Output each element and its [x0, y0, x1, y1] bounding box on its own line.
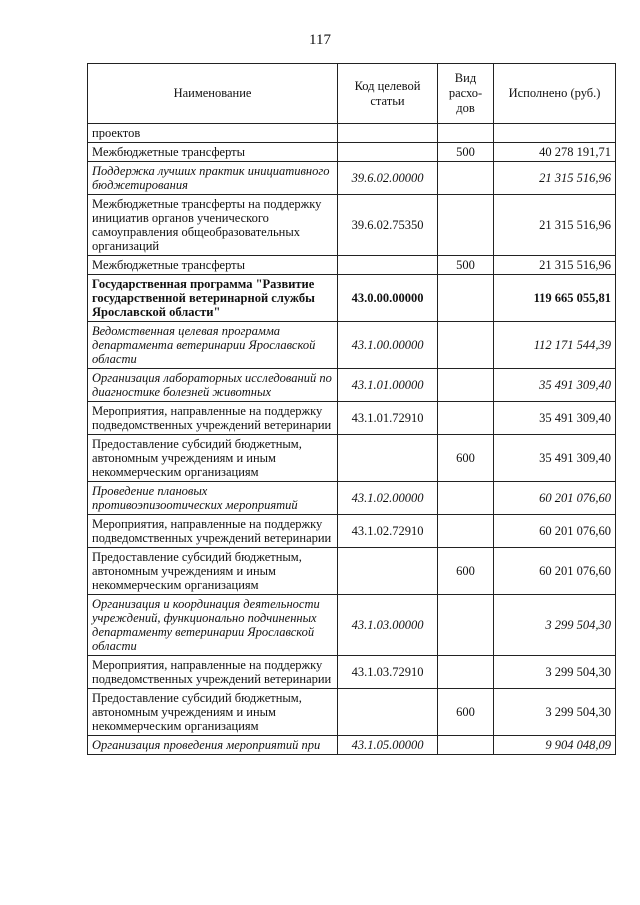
page-number: 117	[309, 32, 331, 48]
table-header-row	[88, 64, 616, 124]
table-row	[88, 275, 616, 322]
row-amount-cell: 3 299 504,30	[494, 656, 616, 689]
table-row	[88, 162, 616, 195]
table-row	[88, 402, 616, 435]
row-code-cell	[338, 143, 438, 162]
row-code-cell: 39.6.02.75350	[338, 195, 438, 256]
row-kind-cell	[438, 162, 494, 195]
row-name-cell: Межбюджетные трансферты	[88, 256, 338, 275]
row-code-cell	[338, 435, 438, 482]
row-name-cell: Мероприятия, направленные на поддержку подведомственных учреждений ветеринарии	[88, 402, 338, 435]
row-name-cell: Межбюджетные трансферты	[88, 143, 338, 162]
table-row	[88, 143, 616, 162]
row-name-cell: Ведомственная целевая программа департамента ветеринарии Ярославской области	[88, 322, 338, 369]
row-code-cell: 43.0.00.00000	[338, 275, 438, 322]
row-kind-cell	[438, 482, 494, 515]
row-name-cell: Предоставление субсидий бюджетным, автономным учреждениям и иным некоммерческим организациям	[88, 689, 338, 736]
row-kind-cell	[438, 595, 494, 656]
row-amount-cell: 3 299 504,30	[494, 689, 616, 736]
table-row	[88, 195, 616, 256]
header-target-code: Код целевой статьи	[338, 64, 438, 124]
table-row	[88, 435, 616, 482]
row-code-cell	[338, 256, 438, 275]
row-amount-cell: 21 315 516,96	[494, 162, 616, 195]
row-amount-cell	[494, 124, 616, 143]
row-code-cell	[338, 689, 438, 736]
row-amount-cell: 119 665 055,81	[494, 275, 616, 322]
budget-execution-table	[87, 63, 616, 755]
table-row	[88, 322, 616, 369]
row-kind-cell: 500	[438, 256, 494, 275]
row-kind-cell: 600	[438, 548, 494, 595]
row-code-cell: 43.1.01.00000	[338, 369, 438, 402]
row-code-cell: 43.1.03.00000	[338, 595, 438, 656]
row-code-cell	[338, 548, 438, 595]
row-name-cell: Государственная программа "Развитие государственной ветеринарной службы Ярославской области"	[88, 275, 338, 322]
header-executed: Исполнено (руб.)	[494, 64, 616, 124]
table-row	[88, 736, 616, 755]
row-kind-cell	[438, 369, 494, 402]
row-amount-cell: 21 315 516,96	[494, 195, 616, 256]
row-amount-cell: 21 315 516,96	[494, 256, 616, 275]
row-amount-cell: 40 278 191,71	[494, 143, 616, 162]
row-amount-cell: 60 201 076,60	[494, 482, 616, 515]
row-name-cell: Поддержка лучших практик инициативного бюджетирования	[88, 162, 338, 195]
row-name-cell: Организация лабораторных исследований по диагностике болезней животных	[88, 369, 338, 402]
table-row	[88, 256, 616, 275]
row-name-cell: Организация проведения мероприятий при	[88, 736, 338, 755]
table-row	[88, 482, 616, 515]
row-name-cell: Проведение плановых противоэпизоотических мероприятий	[88, 482, 338, 515]
table-row	[88, 515, 616, 548]
row-kind-cell	[438, 124, 494, 143]
row-kind-cell: 600	[438, 435, 494, 482]
row-kind-cell	[438, 275, 494, 322]
row-code-cell: 43.1.03.72910	[338, 656, 438, 689]
row-amount-cell: 9 904 048,09	[494, 736, 616, 755]
header-name: Наименование	[88, 64, 338, 124]
row-amount-cell: 3 299 504,30	[494, 595, 616, 656]
row-code-cell: 39.6.02.00000	[338, 162, 438, 195]
row-kind-cell	[438, 656, 494, 689]
row-kind-cell	[438, 195, 494, 256]
row-name-cell: Мероприятия, направленные на поддержку подведомственных учреждений ветеринарии	[88, 515, 338, 548]
table-row	[88, 595, 616, 656]
row-name-cell: Организация и координация деятельности учреждений, функционально подчиненных департаменту ветеринарии Ярославской области	[88, 595, 338, 656]
row-amount-cell: 60 201 076,60	[494, 548, 616, 595]
row-code-cell: 43.1.00.00000	[338, 322, 438, 369]
row-kind-cell: 500	[438, 143, 494, 162]
row-kind-cell	[438, 515, 494, 548]
row-kind-cell	[438, 736, 494, 755]
row-amount-cell: 35 491 309,40	[494, 402, 616, 435]
row-amount-cell: 35 491 309,40	[494, 435, 616, 482]
row-name-cell: Предоставление субсидий бюджетным, автономным учреждениям и иным некоммерческим организациям	[88, 548, 338, 595]
row-name-cell: Мероприятия, направленные на поддержку подведомственных учреждений ветеринарии	[88, 656, 338, 689]
row-kind-cell: 600	[438, 689, 494, 736]
row-code-cell: 43.1.02.00000	[338, 482, 438, 515]
row-code-cell: 43.1.01.72910	[338, 402, 438, 435]
table-row	[88, 548, 616, 595]
table-row	[88, 689, 616, 736]
row-code-cell: 43.1.02.72910	[338, 515, 438, 548]
row-amount-cell: 35 491 309,40	[494, 369, 616, 402]
row-kind-cell	[438, 402, 494, 435]
row-code-cell	[338, 124, 438, 143]
row-amount-cell: 60 201 076,60	[494, 515, 616, 548]
table-body	[88, 124, 616, 755]
row-name-cell: Предоставление субсидий бюджетным, автономным учреждениям и иным некоммерческим организациям	[88, 435, 338, 482]
table-row	[88, 369, 616, 402]
row-name-cell: проектов	[88, 124, 338, 143]
table-row	[88, 656, 616, 689]
table-row	[88, 124, 616, 143]
row-kind-cell	[438, 322, 494, 369]
header-expense-kind: Вид расхо- дов	[438, 64, 494, 124]
row-amount-cell: 112 171 544,39	[494, 322, 616, 369]
row-name-cell: Межбюджетные трансферты на поддержку инициатив органов ученического самоуправления общеобразовательных организаций	[88, 195, 338, 256]
row-code-cell: 43.1.05.00000	[338, 736, 438, 755]
